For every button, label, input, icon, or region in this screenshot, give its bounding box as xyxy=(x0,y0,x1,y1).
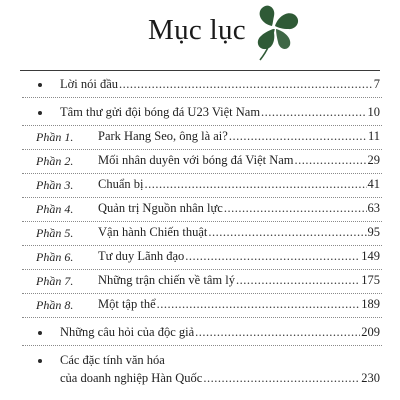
toc-entry[interactable] xyxy=(0,222,400,246)
entry-page: 95 xyxy=(367,225,380,239)
bullet-icon xyxy=(38,111,42,115)
bullet-icon xyxy=(38,359,42,363)
row-separator xyxy=(22,316,382,318)
part-label: Phần 3. xyxy=(36,178,74,192)
entry-title: của doanh nghiệp Hàn Quốc xyxy=(60,371,203,385)
entry-title: Mối nhân duyên với bóng đá Việt Nam xyxy=(98,153,294,167)
toc-entry[interactable] xyxy=(0,150,400,174)
part-label: Phần 4. xyxy=(36,202,74,216)
entry-title: Vận hành Chiến thuật xyxy=(98,225,208,239)
entry-title: Những trận chiến về tâm lý xyxy=(98,273,235,287)
dot-leader xyxy=(157,297,361,312)
entry-title: Lời nói đầu xyxy=(60,77,118,91)
dot-leader xyxy=(295,153,367,168)
dot-leader xyxy=(208,225,366,240)
part-label: Phần 7. xyxy=(36,274,74,288)
page-title: Mục lục xyxy=(148,14,246,46)
dot-leader xyxy=(224,201,367,216)
toc-entry[interactable] xyxy=(0,350,400,394)
entry-page: 209 xyxy=(361,325,380,339)
bullet-icon xyxy=(38,83,42,87)
dot-leader xyxy=(119,77,373,92)
entry-page: 230 xyxy=(361,371,380,385)
dot-leader xyxy=(144,177,366,192)
entry-title: Tư duy Lãnh đạo xyxy=(98,249,185,263)
dot-leader xyxy=(236,273,360,288)
toc-entry[interactable] xyxy=(0,322,400,346)
toc-entry[interactable] xyxy=(0,74,400,98)
entry-page: 189 xyxy=(361,297,380,311)
dot-leader xyxy=(185,249,360,264)
part-label: Phần 5. xyxy=(36,226,74,240)
entry-title: Chuẩn bị xyxy=(98,177,144,191)
part-label: Phần 6. xyxy=(36,250,74,264)
row-separator xyxy=(22,96,382,98)
entry-title: Park Hang Seo, ông là ai? xyxy=(98,129,228,143)
entry-title: Những câu hỏi của độc giả xyxy=(60,325,195,339)
entry-page: 41 xyxy=(367,177,380,191)
toc-entry[interactable] xyxy=(0,102,400,126)
entry-page: 29 xyxy=(367,153,380,167)
part-label: Phần 1. xyxy=(36,130,74,144)
dot-leader xyxy=(195,325,360,340)
row-separator xyxy=(22,344,382,346)
dot-leader xyxy=(261,105,366,120)
title-divider xyxy=(20,70,380,71)
toc-entry[interactable] xyxy=(0,126,400,150)
toc-entry[interactable] xyxy=(0,270,400,294)
header xyxy=(0,0,400,64)
entry-page: 7 xyxy=(373,77,380,91)
entry-page: 149 xyxy=(361,249,380,263)
entry-page: 63 xyxy=(367,201,380,215)
bullet-icon xyxy=(38,331,42,335)
dot-leader xyxy=(203,371,360,386)
entry-title-line1: Các đặc tính văn hóa xyxy=(60,353,165,367)
part-label: Phần 8. xyxy=(36,298,74,312)
entry-title: Tâm thư gửi đội bóng đá U23 Việt Nam xyxy=(60,105,261,119)
entry-title: Một tập thể xyxy=(98,297,156,311)
clover-icon xyxy=(246,2,308,62)
entry-page: 175 xyxy=(361,273,380,287)
part-label: Phần 2. xyxy=(36,154,74,168)
entry-page: 11 xyxy=(367,129,380,143)
entry-page: 10 xyxy=(367,105,380,119)
toc-entry[interactable] xyxy=(0,174,400,198)
entry-title: Quản trị Nguồn nhân lực xyxy=(98,201,223,215)
toc-entry[interactable] xyxy=(0,294,400,318)
dot-leader xyxy=(229,129,367,144)
toc-entry[interactable] xyxy=(0,198,400,222)
toc-entry[interactable] xyxy=(0,246,400,270)
